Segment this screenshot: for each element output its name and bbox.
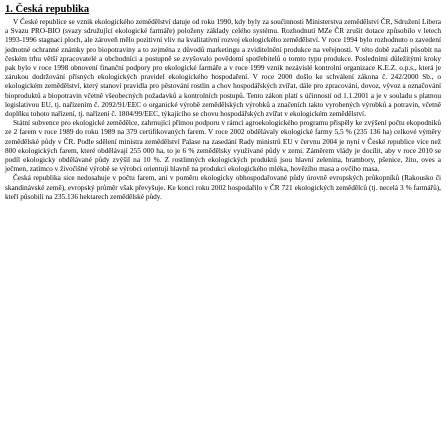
paragraph-history: V České republice se vznik ekologického zemědělství datuje od roku 1990, kdy byly za součinnosti Ministerstva zemědělství ČR, Sdružení Libera a Svazu PRO-BIO (svazy sdružující ekologické farmáře) položeny základy celého systému. Rozhodnutí MZe ČR zrušit dotace způsobilo v letech 1993-1996 stagnaci ploch, ale zároveň mělo pozitivní vliv na kvalitativní rozvoj ekologického zemědělství. V roce 1994 bylo rozhodnuto o zavedení jednotné ochranné známky pro biopotraviny a to zejména z důvodů marketingu a zviditelnění produkce na veřejnosti. V této době začali působit na českém trhu větší zpracovatelé a obchodníci a postupně se zvyšovalo povědomí spotřebitelů o tomto typu produkce. Posledními důležitými kroky pak bylo v roce 1998 obnovení finanční podpory pro ekologické farmáře a v roce 1999 vznik nezávislé kontrolní organizace K.E.Z. o.p.s., která je zárukou dodržování přísných ekologických pravidel ekologického hospodaření. V roce 2000 došlo ke schválení zákona č. 242/2000 Sb., o ekologickém zemědělství, který stanoví pravidla pro pěstování rostlin a chov hospodářských zvířat, dále pro zpracování, dovoz, vývoz a označování bioproduktů a biopotravin včetně všeobecných požadavků a kontrolních postupů. Tento zákon platí s účinností od 1.1.2001 a je v souladu s platnou legislativou EU, tj. nařízením č. 2092/91/EEC o organické výrobě zemědělských výrobků a značeních takto vyrobených výrobků a potravin, včetně doplňku tohoto nařízení, tj. nařízení č. 1804/99/EEC, týkajícího se chovu hospodářských zvířat v ekologickém zemědělství. bbox=[5, 17, 441, 119]
section-heading: 1. Česká republika bbox=[5, 4, 90, 15]
paragraph-subsidies: Státní subvence pro ekologické zemědělce, zahrnující přímou podporu v rámci agroekologického programu přispěly ke zvýšení počtu ekopodniků ze 2 farem v roce 1989 do roku 1989 na 379 certifikovaných farem. V roce 2002 obdělávaly ekologické farmy 5,5 % (235 136 ha) celkové výměry zemědělské půdy v ČR. Podle sdělení ministra zemědělství Palase na zasedání Rady ministrů EU v červnu 2004 je nyní v České republice více než 800 ekologických farem, které obdělávají 255 000 ha, to je 6 % zemědělsky využívané půdy v zemi. Záměrem vlády je docílit, aby v roce 2010 se podíl ekologicky obdělávané půdy zvýšil na 10 %. Z rostlinných ekologických produktů jsou hlavní zelenina, brambory, pšenice, žito, oves a ječmen, zatímco v živočišné výrobě se výrobci orientují hlavně na produkci ekologického mléka, hovězího masa a ovčího masa. bbox=[5, 118, 441, 174]
paragraph-comparison: Česká republika sice nedosahuje v počtu farem, ani v poměru ekologicky obhospodařované půdy úrovně evropských průkopníků (Rakousko či skandinávské země), evropský průměr však převyšuje. Ke konci roku 2002 hospodařilo v ČR 721 ekologických zemědělců (tj. necelá 3 % farmářů), kteří působili na 235.136 hektarech zemědělské půdy. bbox=[5, 173, 441, 201]
